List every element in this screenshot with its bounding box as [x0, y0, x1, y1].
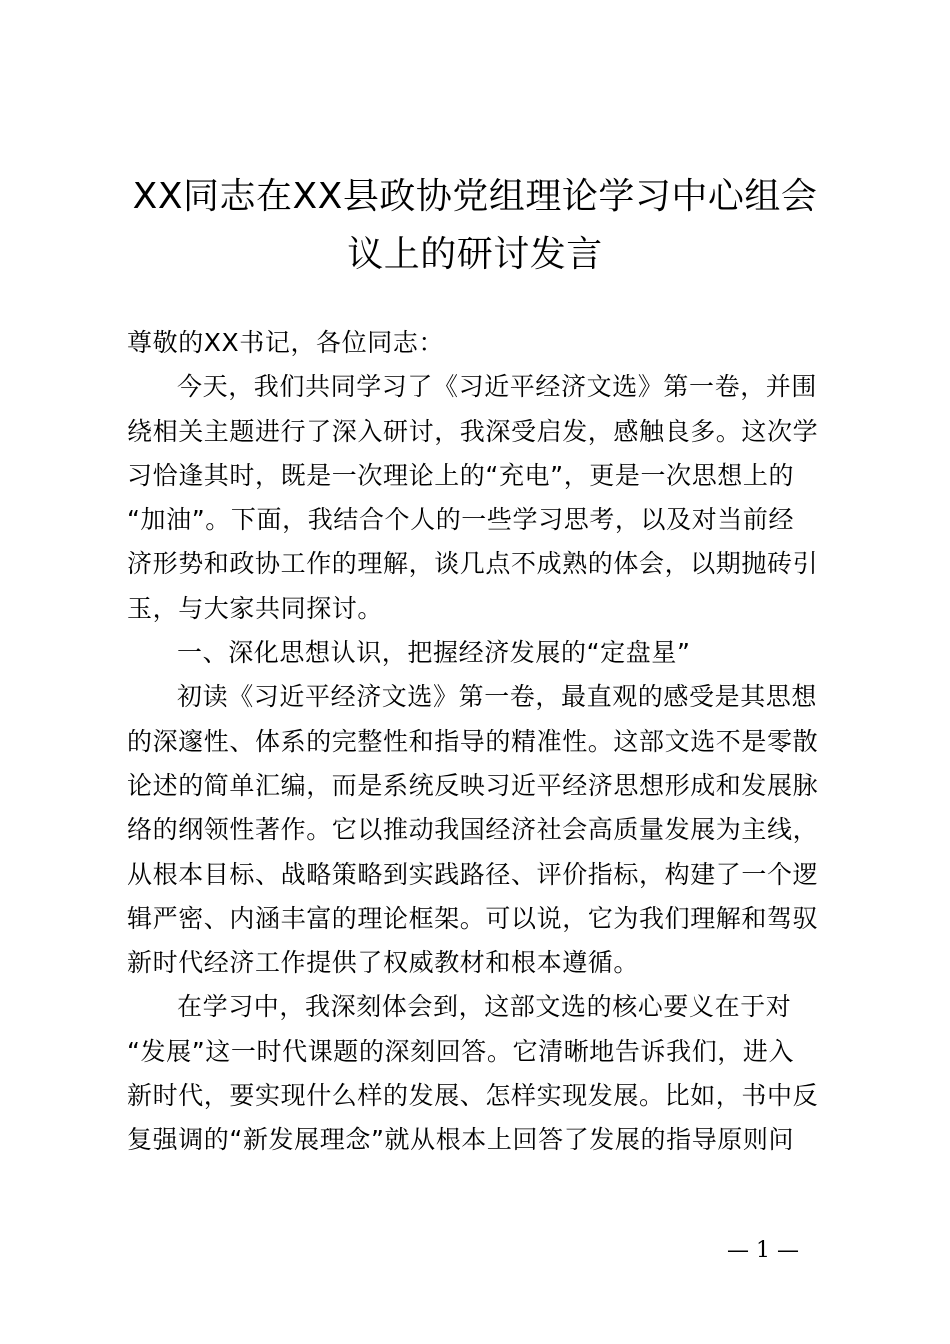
- paragraph-line: 济形势和政协工作的理解，谈几点不成熟的体会，以期抛砖引: [127, 549, 819, 579]
- document-body: [127, 321, 833, 1163]
- paragraph-line: 络的纲领性著作。它以推动我国经济社会高质量发展为主线，: [127, 815, 819, 845]
- paragraph-line: 新时代，要实现什么样的发展、怎样实现发展。比如，书中反: [127, 1081, 819, 1111]
- paragraph-line: 从根本目标、战略策略到实践路径、评价指标，构建了一个逻: [127, 859, 819, 889]
- paragraph-line: 复强调的“新发展理念”就从根本上回答了发展的指导原则问: [127, 1125, 795, 1155]
- paragraph-line: 的深邃性、体系的完整性和指导的精准性。这部文选不是零散: [127, 726, 819, 756]
- paragraph-line: 习恰逢其时，既是一次理论上的“充电”，更是一次思想上的: [127, 460, 795, 490]
- page-number: — 1 —: [727, 1238, 799, 1263]
- paragraph-line: 论述的简单汇编，而是系统反映习近平经济思想形成和发展脉: [127, 770, 819, 800]
- salutation-line: 尊敬的XX书记，各位同志：: [127, 328, 445, 357]
- paragraph-line: “加油”。下面，我结合个人的一些学习思考，以及对当前经: [127, 505, 795, 535]
- paragraph-line: 绕相关主题进行了深入研讨，我深受启发，感触良多。这次学: [127, 416, 819, 446]
- paragraph-line: 辑严密、内涵丰富的理论框架。可以说，它为我们理解和驾驭: [127, 903, 819, 933]
- paragraph-line: “发展”这一时代课题的深刻回答。它清晰地告诉我们，进入: [127, 1036, 795, 1066]
- paragraph-line: 在学习中，我深刻体会到，这部文选的核心要义在于对: [177, 992, 792, 1022]
- paragraph-line: 玉，与大家共同探讨。: [127, 593, 384, 623]
- paragraph-line: 初读《习近平经济文选》第一卷，最直观的感受是其思想: [177, 682, 818, 712]
- paragraph-line: 今天，我们共同学习了《习近平经济文选》第一卷，并围: [177, 372, 818, 402]
- section-heading: 一、深化思想认识，把握经济发展的“定盘星”: [177, 638, 691, 668]
- paragraph-line: 新时代经济工作提供了权威教材和根本遵循。: [127, 948, 640, 978]
- document-title: [120, 168, 830, 284]
- title-line-2: 议上的研讨发言: [347, 234, 603, 275]
- title-line-1: XX同志在XX县政协党组理论学习中心组会: [132, 176, 818, 217]
